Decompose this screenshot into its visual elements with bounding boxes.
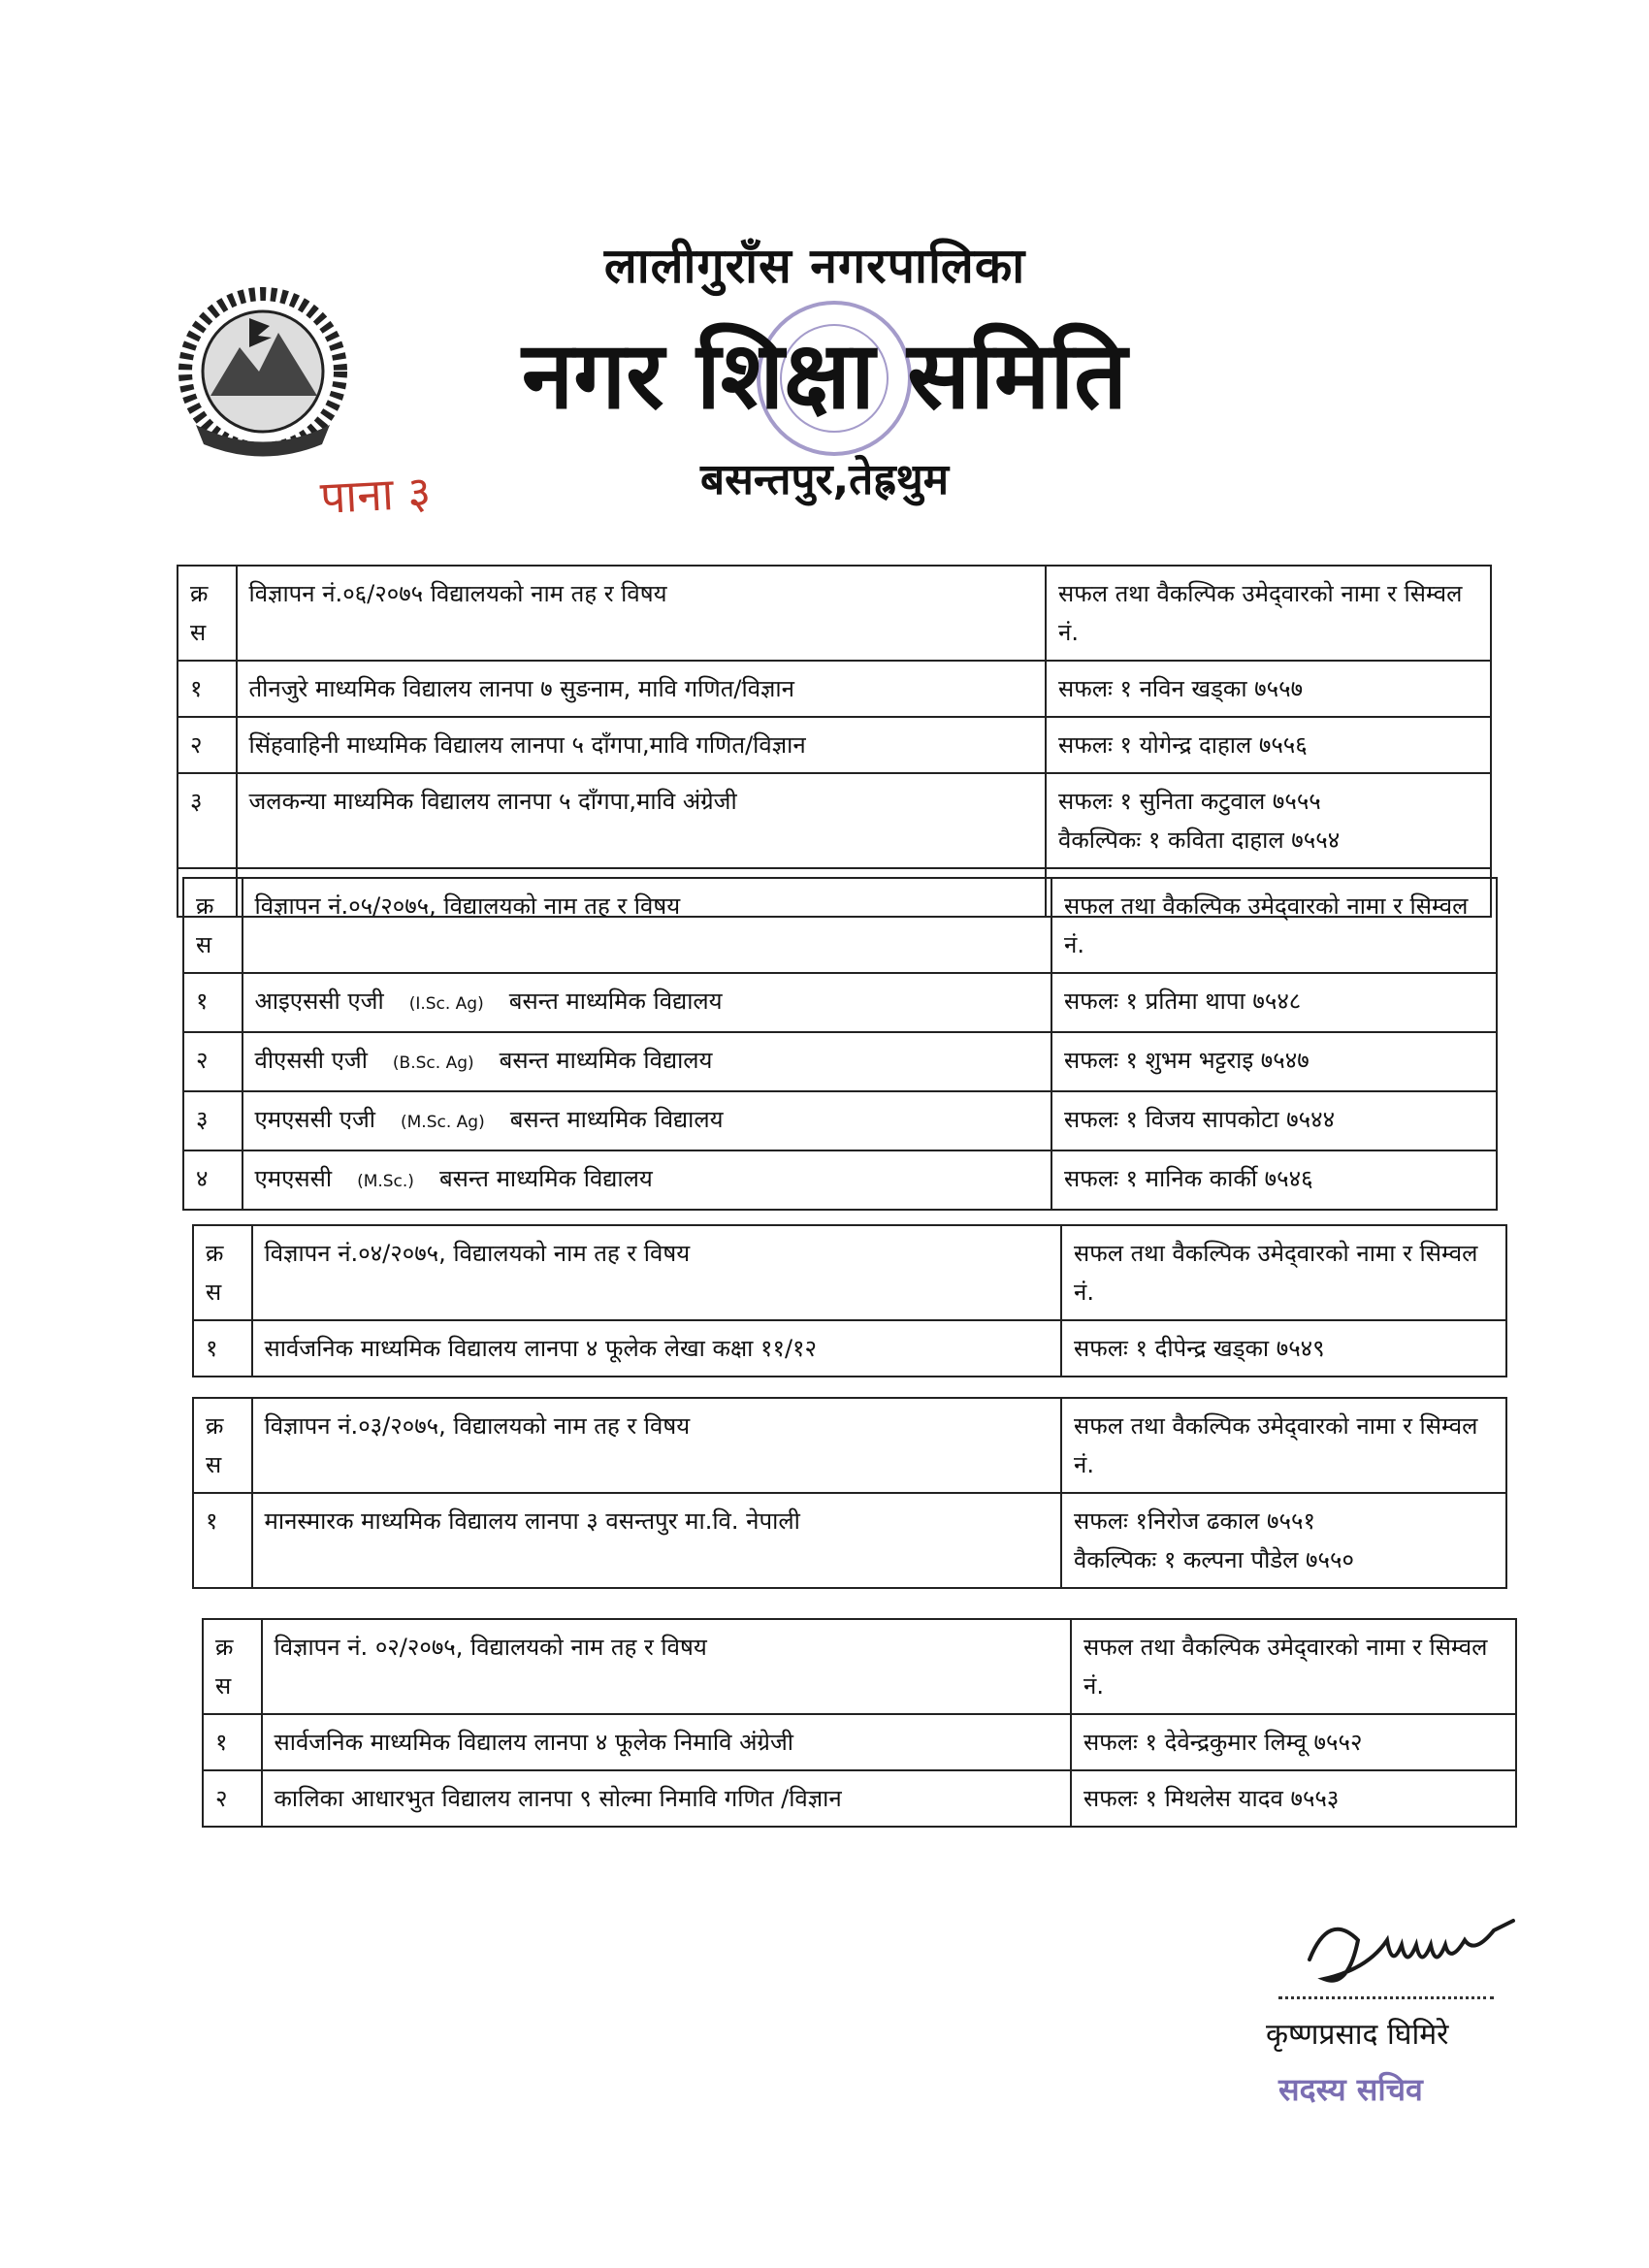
school-cell: तीनजुरे माध्यमिक विद्यालय लानपा ७ सुङनाम, मावि गणित/विज्ञान (237, 661, 1047, 717)
results-table-notice-02 (202, 1618, 1517, 1828)
school-cell: एमएससी (M.Sc.) बसन्त माध्यमिक विद्यालय (242, 1150, 1052, 1210)
serial-cell: १ (193, 1493, 252, 1588)
table-row (183, 973, 1497, 1032)
alternate-result-line: वैकल्पिकः १ कविता दाहाल ७५५४ (1058, 826, 1341, 854)
serial-cell: ३ (178, 773, 237, 868)
serial-cell: १ (178, 661, 237, 717)
table-row (183, 1032, 1497, 1091)
header-notice: विज्ञापन नं.०४/२०७५, विद्यालयको नाम तह र विषय (252, 1225, 1062, 1320)
school-cell: सिंहवाहिनी माध्यमिक विद्यालय लानपा ५ दाँगपा,मावि गणित/विज्ञान (237, 717, 1047, 773)
office-address: बसन्तपुर,तेह्रथुम (699, 455, 950, 504)
result-cell: सफलः १ शुभम भट्टराइ ७५४७ (1051, 1032, 1497, 1091)
result-cell (1061, 1493, 1506, 1588)
header-result: सफल तथा वैकल्पिक उमेद्‍वारको नामा र सिम्वल नं. (1061, 1398, 1506, 1493)
header-serial: क्र स (203, 1619, 262, 1714)
table-header-row (193, 1225, 1506, 1320)
result-cell (1046, 773, 1491, 868)
results-table-notice-03 (192, 1397, 1507, 1589)
header-serial: क्र स (183, 878, 242, 973)
table-header-row (193, 1398, 1506, 1493)
table-row (193, 1320, 1506, 1377)
alternate-result-line: वैकल्पिकः १ कल्पना पौडेल ७५५० (1074, 1546, 1354, 1573)
school-cell: सार्वजनिक माध्यमिक विद्यालय लानपा ४ फूलेक निमावि अंग्रेजी (262, 1714, 1072, 1770)
result-line: सफलः १निरोज ढकाल ७५५१ (1074, 1507, 1315, 1535)
serial-cell: ४ (183, 1150, 242, 1210)
header-result: सफल तथा वैकल्पिक उमेद्‍वारको नामा र सिम्वल नं. (1071, 1619, 1516, 1714)
header-serial: क्र स (193, 1398, 252, 1493)
header-result: सफल तथा वैकल्पिक उमेद्‍वारको नामा र सिम्वल नं. (1061, 1225, 1506, 1320)
serial-cell: १ (183, 973, 242, 1032)
table-row (183, 1091, 1497, 1150)
result-line: सफलः १ सुनिता कटुवाल ७५५५ (1058, 788, 1321, 815)
result-cell: सफलः १ योगेन्द्र दाहाल ७५५६ (1046, 717, 1491, 773)
table-row (203, 1770, 1516, 1827)
result-cell: सफलः १ मानिक कार्की ७५४६ (1051, 1150, 1497, 1210)
serial-cell: ३ (183, 1091, 242, 1150)
result-cell: सफलः १ दीपेन्द्र खड्का ७५४९ (1061, 1320, 1506, 1377)
table-row (178, 717, 1491, 773)
header-notice: विज्ञापन नं.०३/२०७५, विद्यालयको नाम तह र विषय (252, 1398, 1062, 1493)
signature-dotted-line (1278, 1996, 1494, 1999)
school-cell: एमएससी एजी (M.Sc. Ag) बसन्त माध्यमिक विद्यालय (242, 1091, 1052, 1150)
serial-cell: १ (203, 1714, 262, 1770)
serial-cell: २ (203, 1770, 262, 1827)
table-row (178, 661, 1491, 717)
school-cell: मानस्मारक माध्यमिक विद्यालय लानपा ३ वसन्तपुर मा.वि. नेपाली (252, 1493, 1062, 1588)
header-notice: विज्ञापन नं. ०२/२०७५, विद्यालयको नाम तह र विषय (262, 1619, 1072, 1714)
header-result: सफल तथा वैकल्पिक उमेद्‍वारको नामा र सिम्वल नं. (1046, 566, 1491, 661)
header-notice: विज्ञापन नं.०६/२०७५ विद्यालयको नाम तह र विषय (237, 566, 1047, 661)
results-table-notice-05 (182, 877, 1498, 1211)
results-table-notice-06 (177, 565, 1492, 918)
serial-cell: २ (178, 717, 237, 773)
serial-cell: २ (183, 1032, 242, 1091)
school-cell: वीएससी एजी (B.Sc. Ag) बसन्त माध्यमिक विद्यालय (242, 1032, 1052, 1091)
handwritten-signature-icon (1290, 1901, 1542, 2008)
header-result: सफल तथा वैकल्पिक उमेद्‍वारको नामा र सिम्वल नं. (1051, 878, 1497, 973)
result-cell: सफलः १ देवेन्द्रकुमार लिम्वू ७५५२ (1071, 1714, 1516, 1770)
signatory-title: सदस्य सचिव (1278, 2071, 1423, 2108)
table-row (183, 1150, 1497, 1210)
municipality-name: लालीगुराँस नगरपालिका (603, 238, 1026, 294)
table-header-row (183, 878, 1497, 973)
result-cell: सफलः १ नविन खड्का ७५५७ (1046, 661, 1491, 717)
table-row (203, 1714, 1516, 1770)
signatory-name: कृष्णप्रसाद घिमिरे (1266, 2018, 1449, 2052)
school-cell: जलकन्या माध्यमिक विद्यालय लानपा ५ दाँगपा,मावि अंग्रेजी (237, 773, 1047, 868)
page-number-note: पाना ३ (318, 466, 433, 524)
table-row (178, 773, 1491, 868)
government-emblem-icon (157, 279, 369, 464)
school-cell: सार्वजनिक माध्यमिक विद्यालय लानपा ४ फूलेक लेखा कक्षा ११/१२ (252, 1320, 1062, 1377)
header-notice: विज्ञापन नं.०५/२०७५, विद्यालयको नाम तह र विषय (242, 878, 1052, 973)
table-header-row (178, 566, 1491, 661)
school-cell: कालिका आधारभुत विद्यालय लानपा ९ सोल्मा निमावि गणित /विज्ञान (262, 1770, 1072, 1827)
serial-cell: १ (193, 1320, 252, 1377)
result-cell: सफलः १ विजय सापकोटा ७५४४ (1051, 1091, 1497, 1150)
committee-title: नगर शिक्षा समिति (521, 321, 1128, 430)
header-serial: क्र स (193, 1225, 252, 1320)
result-cell: सफलः १ प्रतिमा थापा ७५४८ (1051, 973, 1497, 1032)
header-serial: क्र स (178, 566, 237, 661)
table-row (193, 1493, 1506, 1588)
school-cell: आइएससी एजी (I.Sc. Ag) बसन्त माध्यमिक विद्यालय (242, 973, 1052, 1032)
results-table-notice-04 (192, 1224, 1507, 1377)
result-cell: सफलः १ मिथलेस यादव ७५५३ (1071, 1770, 1516, 1827)
table-header-row (203, 1619, 1516, 1714)
